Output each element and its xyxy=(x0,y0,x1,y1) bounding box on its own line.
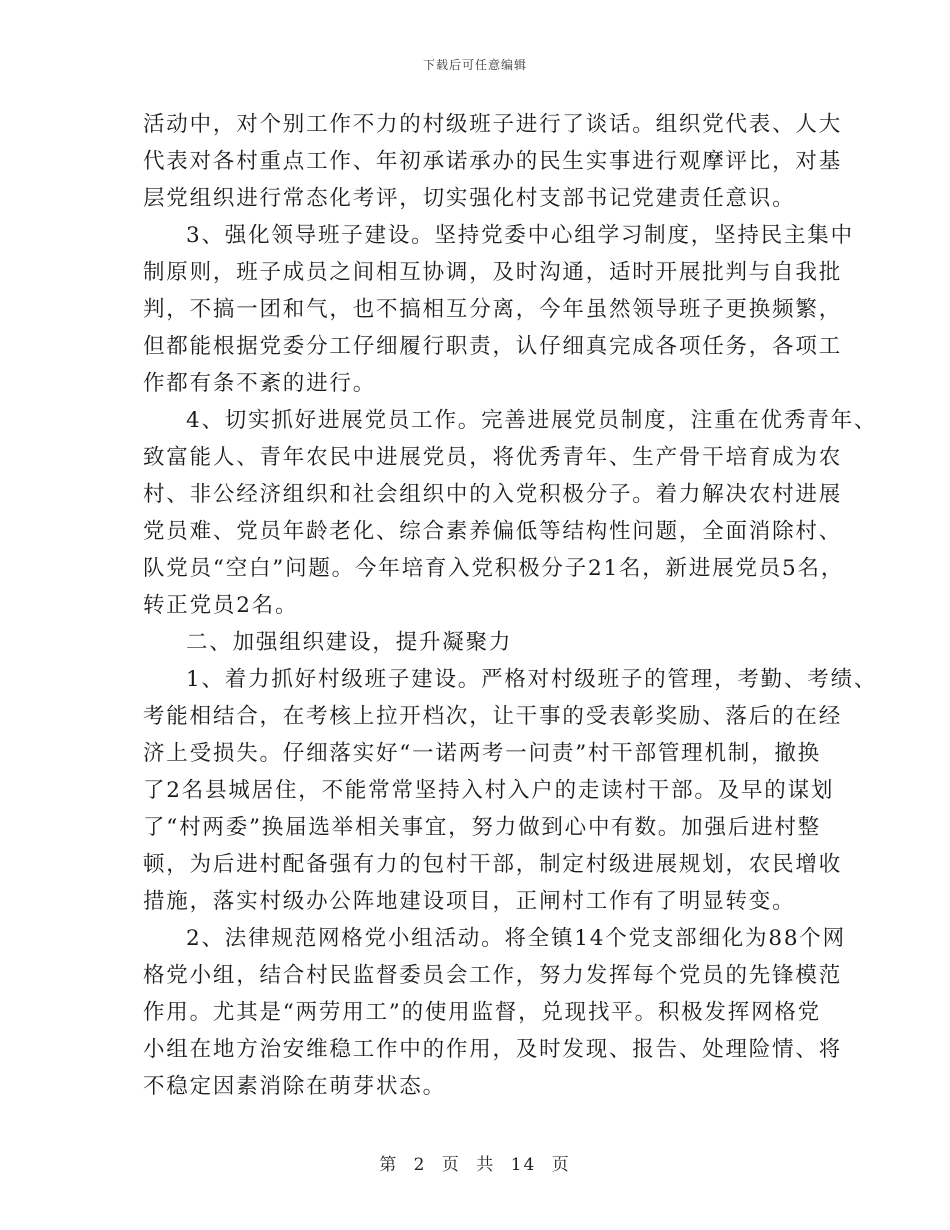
body-text-line: 转正党员2名。 xyxy=(143,593,299,618)
body-text-line: 措施，落实村级办公阵地建设项目，正闸村工作有了明显转变。 xyxy=(143,889,796,914)
document-body xyxy=(143,106,878,1105)
body-text-line: 4、切实抓好进展党员工作。完善进展党员制度，注重在优秀青年、 xyxy=(186,408,878,433)
body-text-line: 致富能人、青年农民中进展党员，将优秀青年、生产骨干培育成为农 xyxy=(143,445,843,470)
body-text-line: 2、法律规范网格党小组活动。将全镇14个党支部细化为88个网 xyxy=(186,926,846,951)
body-text-line: 代表对各村重点工作、年初承诺承办的民生实事进行观摩评比，对基 xyxy=(143,149,843,174)
body-text-line: 队党员“空白”问题。今年培育入党积极分子21名，新进展党员5名， xyxy=(143,556,845,581)
body-text-line: 顿，为后进村配备强有力的包村干部，制定村级进展规划，农民增收 xyxy=(143,852,843,877)
body-text-line: 了“村两委”换届选举相关事宜，努力做到心中有数。加强后进村整 xyxy=(143,815,821,840)
body-text-line: 济上受损失。仔细落实好“一诺两考一问责”村干部管理机制，撤换 xyxy=(143,741,821,766)
body-text-line: 格党小组，结合村民监督委员会工作，努力发挥每个党员的先锋模范 xyxy=(143,963,843,988)
body-text-line: 作都有条不紊的进行。 xyxy=(143,371,377,396)
body-text-line: 了2名县城居住，不能常常坚持入村入户的走读村干部。及早的谋划 xyxy=(143,778,835,803)
body-text-line: 但都能根据党委分工仔细履行职责，认仔细真完成各项任务，各项工 xyxy=(143,334,843,359)
body-text-line: 不稳定因素消除在萌芽状态。 xyxy=(143,1074,446,1099)
page-footer: 第 2 页 共 14 页 xyxy=(379,1155,571,1175)
body-text-line: 活动中，对个别工作不力的村级班子进行了谈话。组织党代表、人大 xyxy=(143,112,843,137)
body-text-line: 二、加强组织建设，提升凝聚力 xyxy=(186,630,513,655)
body-text-line: 村、非公经济组织和社会组织中的入党积极分子。着力解决农村进展 xyxy=(143,482,843,507)
body-text-line: 党员难、党员年龄老化、综合素养偏低等结构性问题，全面消除村、 xyxy=(143,519,843,544)
body-text-line: 层党组织进行常态化考评，切实强化村支部书记党建责任意识。 xyxy=(143,186,796,211)
body-text-line: 3、强化领导班子建设。坚持党委中心组学习制度，坚持民主集中 xyxy=(186,223,854,248)
body-text-line: 判，不搞一团和气，也不搞相互分离，今年虽然领导班子更换频繁， xyxy=(143,297,843,322)
page-header: 下载后可任意编辑 xyxy=(422,58,527,72)
body-text-line: 制原则，班子成员之间相互协调，及时沟通，适时开展批判与自我批 xyxy=(143,260,843,285)
body-text-line: 作用。尤其是“两劳用工”的使用监督，兑现找平。积极发挥网格党 xyxy=(143,1000,821,1025)
body-text-line: 考能相结合，在考核上拉开档次，让干事的受表彰奖励、落后的在经 xyxy=(143,704,843,729)
body-text-line: 1、着力抓好村级班子建设。严格对村级班子的管理，考勤、考绩、 xyxy=(186,667,878,692)
body-text-line: 小组在地方治安维稳工作中的作用，及时发现、报告、处理险情、将 xyxy=(143,1037,843,1062)
